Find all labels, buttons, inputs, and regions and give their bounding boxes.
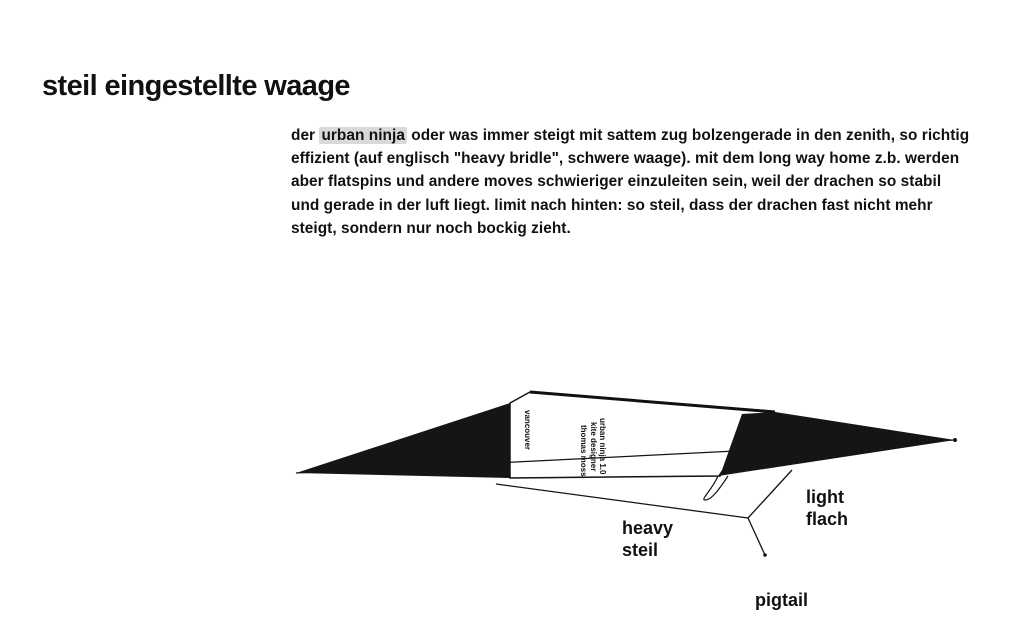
- kite-name-link[interactable]: urban ninja: [321, 127, 405, 144]
- heavy-label-line-2: steil: [622, 540, 659, 560]
- heavy-label-line-1: heavy: [622, 518, 674, 538]
- sail-print-line-3: thomas moss: [579, 425, 588, 477]
- paragraph-rest: oder was immer steigt mit sattem zug bolzengerade in den zenith, so richtig effizient (auf englisch "heavy bridle", schwere waage). mit dem long way home z.b. werden aber flatspins und andere moves schwieriger einzuleiten sein, weil der drachen so stabil und gerade in der luft liegt. limit nach hinten: so steil, dass der drachen fast nicht mehr steigt, sondern nur noch bockig zieht.: [291, 127, 970, 237]
- page-title: steil eingestellte waage: [42, 70, 350, 102]
- standoff-loop: [704, 476, 728, 500]
- left-wing-dark-panel: [296, 403, 510, 478]
- light-label-line-2: flach: [806, 509, 849, 529]
- pigtail-knot: [763, 553, 767, 557]
- sail-print-line-1: urban ninja 1.0: [598, 418, 607, 475]
- pigtail-line: [748, 518, 765, 555]
- pigtail-label: pigtail: [755, 590, 808, 610]
- heavy-label: [622, 517, 673, 561]
- light-label: [806, 486, 848, 530]
- paragraph-start: der: [291, 127, 320, 144]
- sail-print-line-4: vancouver: [523, 410, 532, 451]
- right-wing-dark-panel: [718, 412, 955, 476]
- wingtip-point: [953, 438, 957, 442]
- light-label-line-1: light: [806, 487, 844, 507]
- bridle-line-light: [748, 470, 792, 518]
- sail-print-line-2: kite designer: [589, 422, 598, 472]
